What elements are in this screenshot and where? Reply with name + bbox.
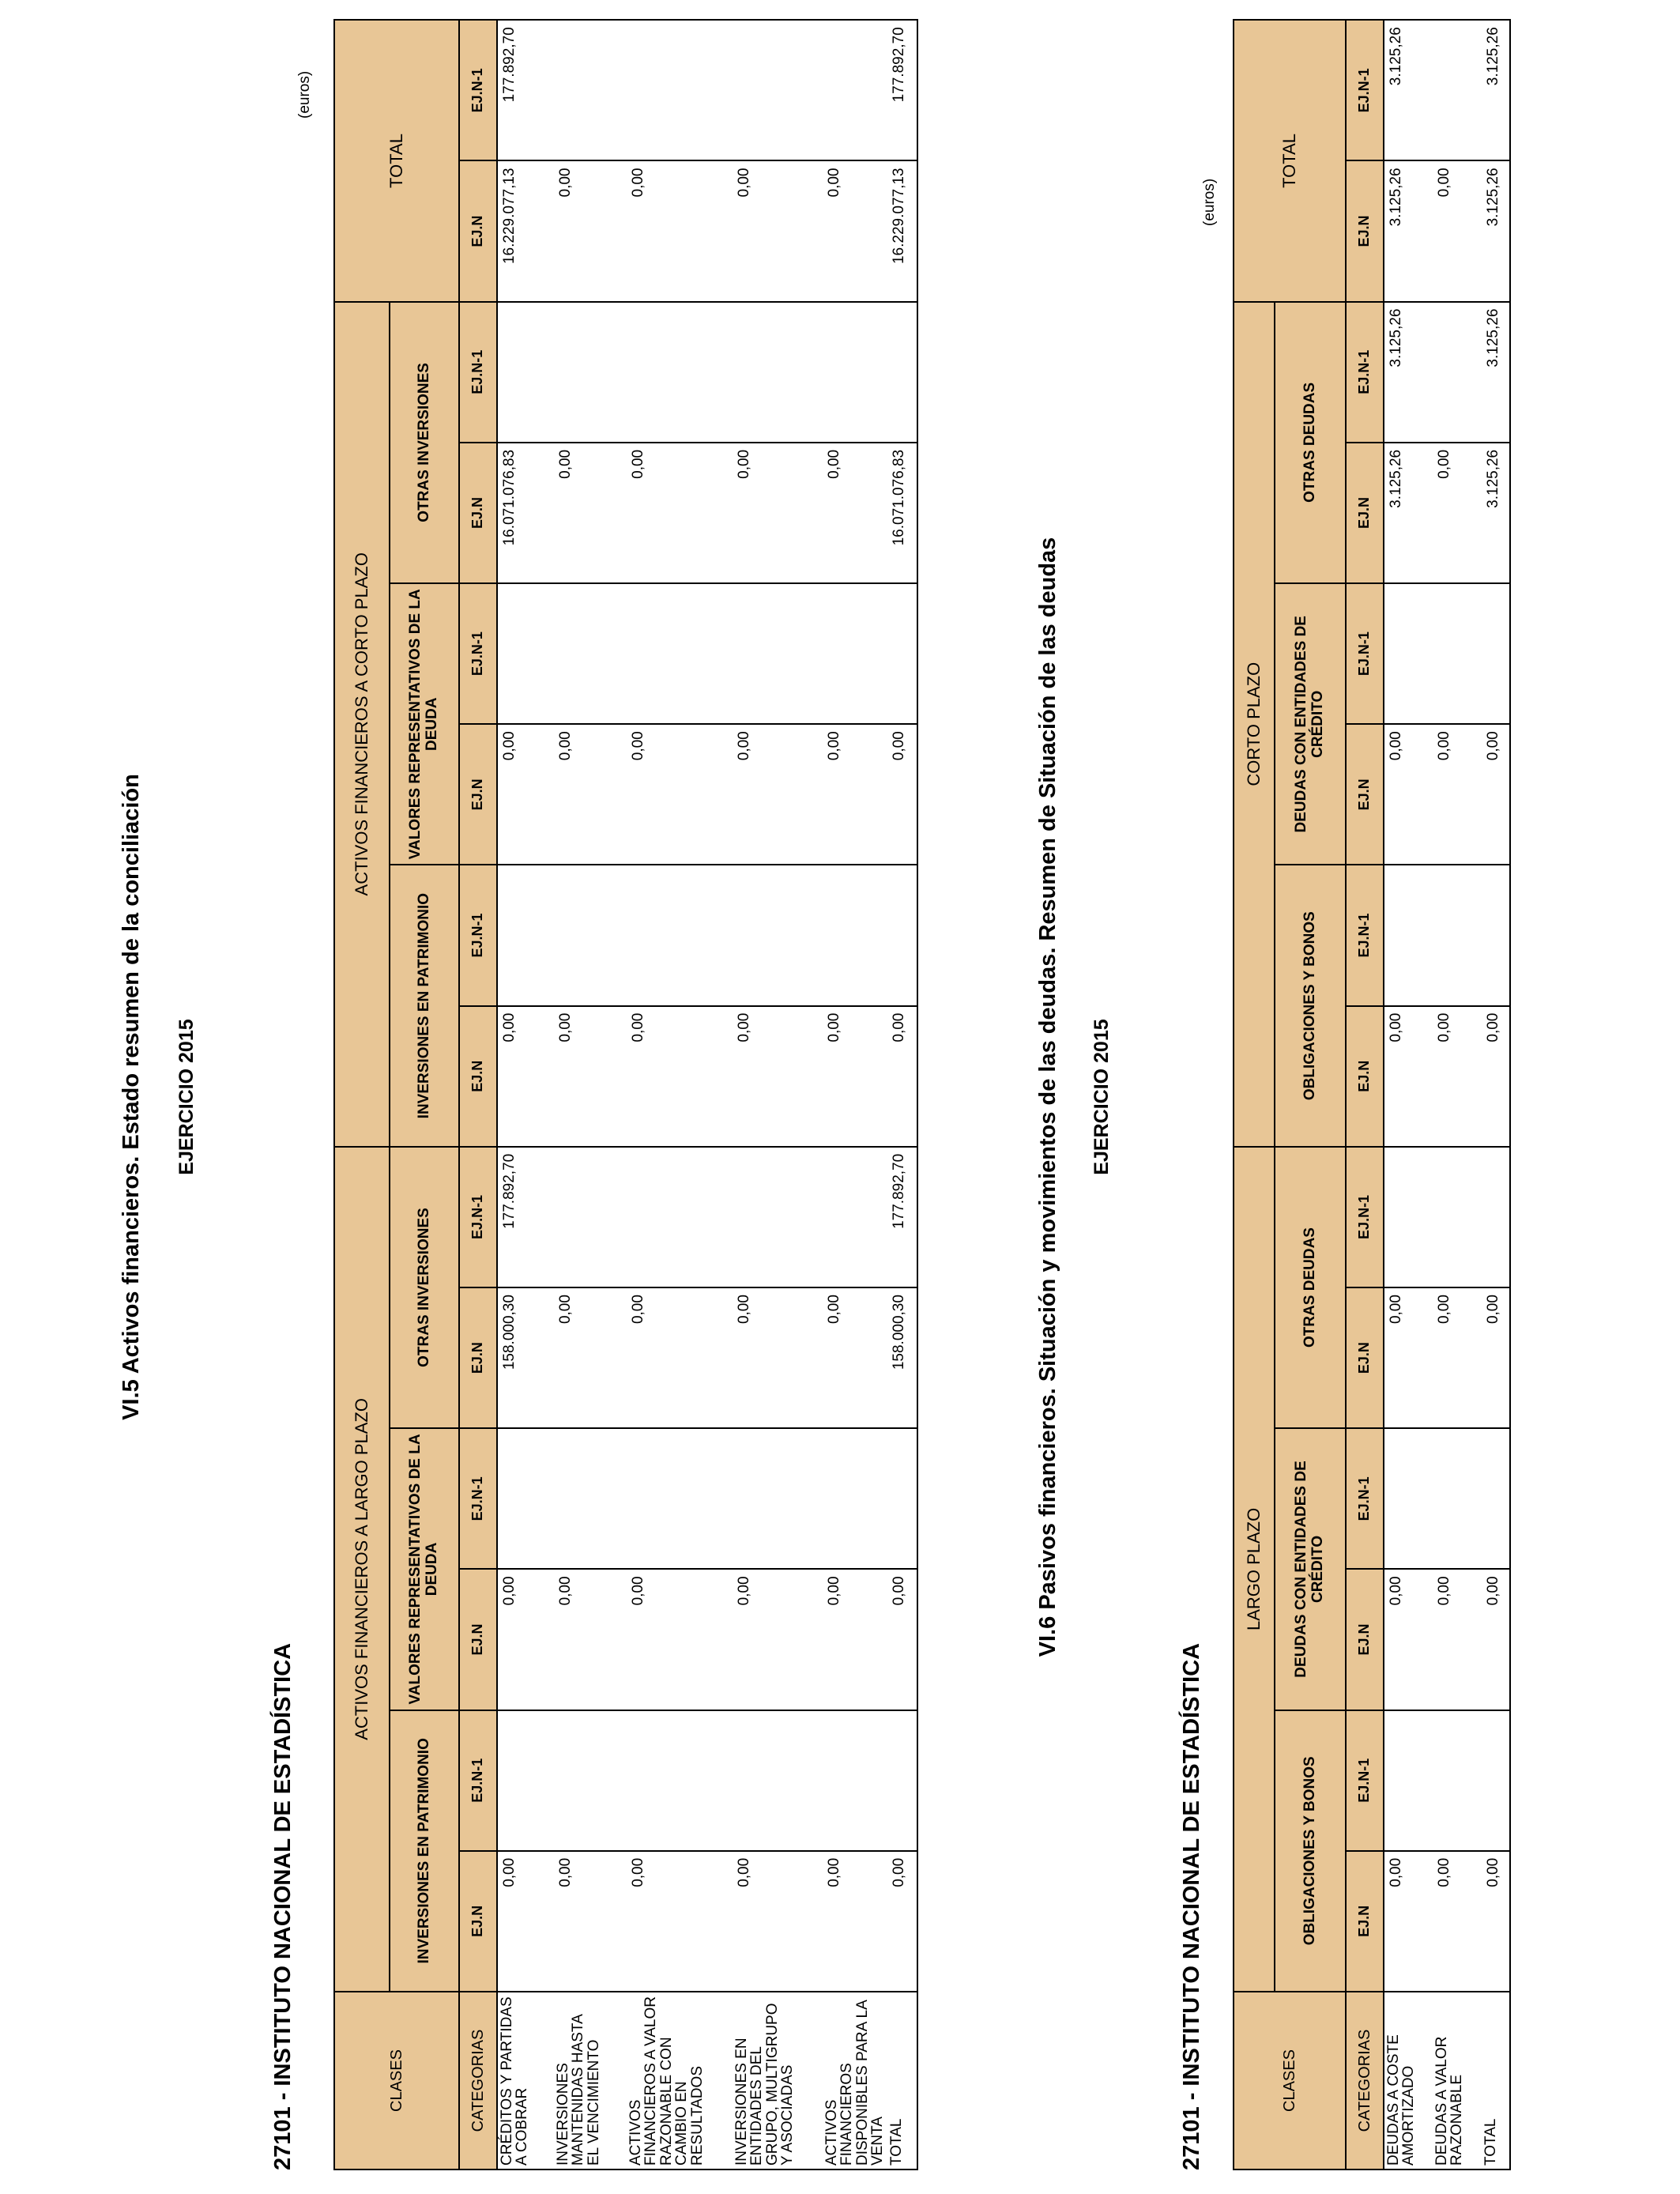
value-cell	[887, 1710, 917, 1851]
ej-n-header: EJ.N	[1346, 724, 1384, 865]
row-label: CRÉDITOS Y PARTIDAS A COBRAR	[497, 1992, 554, 2169]
table-row	[887, 20, 917, 2169]
ej-n1-header: EJ.N-1	[1346, 1147, 1384, 1287]
value-cell: 0,00	[733, 443, 823, 583]
value-cell: 0,00	[554, 724, 627, 865]
categorias-header: CATEGORIAS	[1346, 1992, 1384, 2169]
value-cell: 0,00	[1433, 1006, 1482, 1147]
value-cell: 0,00	[1482, 1006, 1510, 1147]
cp-patrimonio-header: INVERSIONES EN PATRIMONIO	[390, 865, 459, 1146]
table-row	[823, 20, 887, 2169]
value-cell	[887, 583, 917, 724]
value-cell: 0,00	[627, 1851, 733, 1992]
value-cell: 0,00	[733, 1287, 823, 1428]
value-cell: 0,00	[554, 443, 627, 583]
value-cell: 0,00	[823, 1287, 887, 1428]
row-label: TOTAL	[1482, 1992, 1510, 2169]
table-row	[1482, 20, 1510, 2169]
value-cell	[554, 20, 627, 160]
value-cell: 3.125,26	[1482, 302, 1510, 443]
value-cell: 0,00	[887, 1569, 917, 1710]
value-cell: 0,00	[823, 1851, 887, 1992]
value-cell	[627, 1710, 733, 1851]
value-cell: 0,00	[1384, 1287, 1433, 1428]
value-cell: 0,00	[627, 1569, 733, 1710]
value-cell: 0,00	[733, 1006, 823, 1147]
value-cell: 0,00	[823, 1006, 887, 1147]
value-cell	[1433, 865, 1482, 1005]
table-row	[497, 20, 554, 2169]
value-cell	[733, 865, 823, 1005]
table-row	[554, 20, 627, 2169]
value-cell	[1384, 865, 1433, 1005]
value-cell: 0,00	[554, 161, 627, 302]
lp-entidades-header: DEUDAS CON ENTIDADES DE CRÉDITO	[1275, 1428, 1346, 1710]
value-cell	[554, 1710, 627, 1851]
ej-n1-header: EJ.N-1	[1346, 1710, 1384, 1851]
ej-n-header: EJ.N	[1346, 1006, 1384, 1147]
value-cell: 177.892,70	[497, 20, 554, 160]
value-cell: 0,00	[497, 1569, 554, 1710]
value-cell: 0,00	[497, 1006, 554, 1147]
value-cell	[497, 1428, 554, 1569]
assets-table	[333, 19, 918, 2170]
row-label: TOTAL	[887, 1992, 917, 2169]
value-cell: 16.229.077,13	[887, 161, 917, 302]
value-cell	[497, 1710, 554, 1851]
value-cell	[887, 302, 917, 443]
value-cell: 0,00	[733, 724, 823, 865]
ej-n1-header: EJ.N-1	[459, 583, 497, 724]
value-cell: 0,00	[1482, 1851, 1510, 1992]
assets-table-body	[497, 20, 917, 2169]
clases-header: CLASES	[334, 1992, 459, 2169]
value-cell	[733, 583, 823, 724]
value-cell	[733, 1710, 823, 1851]
value-cell: 0,00	[1433, 1851, 1482, 1992]
value-cell	[1482, 1710, 1510, 1851]
row-label: ACTIVOS FINANCIEROS DISPONIBLES PARA LA VENTA	[823, 1992, 887, 2169]
value-cell: 16.071.076,83	[887, 443, 917, 583]
value-cell	[887, 865, 917, 1005]
value-cell: 0,00	[1384, 724, 1433, 865]
ej-n1-header: EJ.N-1	[1346, 1428, 1384, 1569]
section1-organization: 27101 - INSTITUTO NACIONAL DE ESTADÍSTICA	[270, 1642, 296, 2170]
liabilities-table-body	[1384, 20, 1510, 2169]
section2-unit: (euros)	[1201, 178, 1218, 226]
section2-subtitle: EJERCICIO 2015	[1090, 1019, 1113, 1175]
value-cell: 0,00	[733, 161, 823, 302]
ej-n1-header: EJ.N-1	[459, 1428, 497, 1569]
value-cell	[887, 1428, 917, 1569]
value-cell: 0,00	[1433, 1569, 1482, 1710]
value-cell: 3.125,26	[1384, 302, 1433, 443]
value-cell	[627, 583, 733, 724]
value-cell	[823, 302, 887, 443]
section1-title: VI.5 Activos financieros. Estado resumen de la conciliación	[119, 774, 144, 1420]
ej-n-header: EJ.N	[459, 1006, 497, 1147]
value-cell	[1482, 583, 1510, 724]
value-cell: 0,00	[823, 1569, 887, 1710]
ej-n-header: EJ.N	[459, 724, 497, 865]
value-cell	[1433, 302, 1482, 443]
value-cell: 3.125,26	[1482, 20, 1510, 160]
ej-n-header: EJ.N	[1346, 443, 1384, 583]
ej-n-header: EJ.N	[1346, 160, 1384, 301]
cp-otras-header: OTRAS INVERSIONES	[390, 302, 459, 583]
value-cell: 0,00	[887, 1851, 917, 1992]
ej-n-header: EJ.N	[1346, 1287, 1384, 1428]
value-cell: 0,00	[733, 1569, 823, 1710]
cp-entidades-header: DEUDAS CON ENTIDADES DE CRÉDITO	[1275, 583, 1346, 865]
value-cell	[733, 302, 823, 443]
value-cell	[1482, 1428, 1510, 1569]
value-cell	[823, 20, 887, 160]
value-cell	[823, 583, 887, 724]
short-term-header: CORTO PLAZO	[1234, 302, 1275, 1147]
value-cell: 3.125,26	[1482, 160, 1510, 301]
table-row	[1433, 20, 1482, 2169]
section2-title: VI.6 Pasivos financieros. Situación y movimientos de las deudas. Resumen de Situación de las deudas	[1035, 537, 1060, 1657]
value-cell	[554, 865, 627, 1005]
value-cell: 0,00	[554, 1851, 627, 1992]
short-term-header: ACTIVOS FINANCIEROS A CORTO PLAZO	[334, 302, 390, 1147]
value-cell: 0,00	[1482, 724, 1510, 865]
value-cell: 0,00	[1433, 1287, 1482, 1428]
ej-n-header: EJ.N	[459, 443, 497, 583]
value-cell	[627, 20, 733, 160]
total-header: TOTAL	[1234, 20, 1346, 301]
value-cell	[554, 1147, 627, 1287]
value-cell: 0,00	[823, 161, 887, 302]
value-cell	[1433, 1147, 1482, 1287]
value-cell	[497, 302, 554, 443]
cp-otras-header: OTRAS DEUDAS	[1275, 302, 1346, 583]
value-cell	[1482, 1147, 1510, 1287]
value-cell: 3.125,26	[1384, 443, 1433, 583]
value-cell: 177.892,70	[887, 20, 917, 160]
ej-n1-header: EJ.N-1	[459, 302, 497, 443]
value-cell	[733, 1428, 823, 1569]
long-term-header: ACTIVOS FINANCIEROS A LARGO PLAZO	[334, 1147, 390, 1992]
row-label: DEUDAS A VALOR RAZONABLE	[1433, 1992, 1482, 2169]
value-cell	[1433, 1428, 1482, 1569]
section1-unit: (euros)	[296, 70, 313, 119]
cp-valores-header: VALORES REPRESENTATIVOS DE LA DEUDA	[390, 583, 459, 865]
section1-subtitle: EJERCICIO 2015	[175, 1019, 198, 1175]
value-cell: 177.892,70	[497, 1147, 554, 1287]
value-cell: 0,00	[1433, 443, 1482, 583]
value-cell: 0,00	[497, 1851, 554, 1992]
value-cell: 0,00	[823, 724, 887, 865]
ej-n-header: EJ.N	[459, 161, 497, 302]
value-cell	[823, 1710, 887, 1851]
value-cell: 0,00	[554, 1287, 627, 1428]
ej-n-header: EJ.N	[459, 1287, 497, 1428]
value-cell	[1433, 1710, 1482, 1851]
row-label: INVERSIONES MANTENIDAS HASTA EL VENCIMIENTO	[554, 1992, 627, 2169]
value-cell	[1433, 20, 1482, 160]
row-label: DEUDAS A COSTE AMORTIZADO	[1384, 1992, 1433, 2169]
value-cell: 158.000,30	[887, 1287, 917, 1428]
value-cell: 0,00	[1433, 160, 1482, 301]
value-cell: 3.125,26	[1482, 443, 1510, 583]
ej-n1-header: EJ.N-1	[459, 865, 497, 1005]
value-cell	[1384, 1147, 1433, 1287]
value-cell	[733, 20, 823, 160]
ej-n1-header: EJ.N-1	[459, 1710, 497, 1851]
value-cell: 0,00	[1384, 1851, 1433, 1992]
value-cell	[554, 1428, 627, 1569]
value-cell	[823, 865, 887, 1005]
value-cell: 3.125,26	[1384, 20, 1433, 160]
value-cell: 0,00	[887, 724, 917, 865]
section2-organization: 27101 - INSTITUTO NACIONAL DE ESTADÍSTICA	[1179, 1642, 1204, 2170]
value-cell: 0,00	[823, 443, 887, 583]
value-cell: 16.229.077,13	[497, 161, 554, 302]
value-cell	[823, 1147, 887, 1287]
ej-n1-header: EJ.N-1	[1346, 583, 1384, 724]
value-cell	[1384, 583, 1433, 724]
value-cell	[627, 302, 733, 443]
ej-n1-header: EJ.N-1	[1346, 865, 1384, 1005]
row-label: INVERSIONES EN ENTIDADES DEL GRUPO, MULTIGRUPO Y ASOCIADAS	[733, 1992, 823, 2169]
lp-obligaciones-header: OBLIGACIONES Y BONOS	[1275, 1710, 1346, 1992]
ej-n-header: EJ.N	[459, 1569, 497, 1710]
categorias-header: CATEGORIAS	[459, 1992, 497, 2169]
value-cell: 0,00	[627, 161, 733, 302]
value-cell	[1482, 865, 1510, 1005]
long-term-header: LARGO PLAZO	[1234, 1147, 1275, 1992]
value-cell: 16.071.076,83	[497, 443, 554, 583]
value-cell: 0,00	[627, 443, 733, 583]
lp-patrimonio-header: INVERSIONES EN PATRIMONIO	[390, 1710, 459, 1992]
value-cell: 0,00	[1482, 1287, 1510, 1428]
cp-obligaciones-header: OBLIGACIONES Y BONOS	[1275, 865, 1346, 1146]
table-row	[1384, 20, 1433, 2169]
value-cell: 158.000,30	[497, 1287, 554, 1428]
value-cell	[497, 583, 554, 724]
lp-otras-header: OTRAS DEUDAS	[1275, 1147, 1346, 1428]
value-cell	[733, 1147, 823, 1287]
value-cell: 0,00	[627, 1287, 733, 1428]
value-cell: 0,00	[1482, 1569, 1510, 1710]
value-cell	[554, 302, 627, 443]
value-cell	[1433, 583, 1482, 724]
total-header: TOTAL	[334, 20, 459, 301]
value-cell	[554, 583, 627, 724]
value-cell: 0,00	[1384, 1569, 1433, 1710]
value-cell	[627, 865, 733, 1005]
ej-n-header: EJ.N	[459, 1851, 497, 1992]
value-cell: 0,00	[497, 724, 554, 865]
table-row	[627, 20, 733, 2169]
value-cell	[1384, 1710, 1433, 1851]
lp-otras-header: OTRAS INVERSIONES	[390, 1147, 459, 1428]
value-cell: 0,00	[627, 1006, 733, 1147]
value-cell: 177.892,70	[887, 1147, 917, 1287]
ej-n-header: EJ.N	[1346, 1851, 1384, 1992]
value-cell: 0,00	[1433, 724, 1482, 865]
value-cell: 0,00	[887, 1006, 917, 1147]
value-cell	[1384, 1428, 1433, 1569]
clases-header: CLASES	[1234, 1992, 1346, 2169]
value-cell: 3.125,26	[1384, 160, 1433, 301]
value-cell	[627, 1147, 733, 1287]
value-cell: 0,00	[554, 1006, 627, 1147]
ej-n1-header: EJ.N-1	[1346, 20, 1384, 160]
value-cell: 0,00	[554, 1569, 627, 1710]
ej-n-header: EJ.N	[1346, 1569, 1384, 1710]
value-cell	[627, 1428, 733, 1569]
ej-n1-header: EJ.N-1	[459, 1147, 497, 1287]
value-cell	[497, 865, 554, 1005]
value-cell: 0,00	[627, 724, 733, 865]
value-cell	[823, 1428, 887, 1569]
row-label: ACTIVOS FINANCIEROS A VALOR RAZONABLE CON CAMBIO EN RESULTADOS	[627, 1992, 733, 2169]
value-cell: 0,00	[733, 1851, 823, 1992]
ej-n1-header: EJ.N-1	[1346, 302, 1384, 443]
ej-n1-header: EJ.N-1	[459, 20, 497, 160]
value-cell: 0,00	[1384, 1006, 1433, 1147]
liabilities-table	[1233, 19, 1511, 2170]
lp-valores-header: VALORES REPRESENTATIVOS DE LA DEUDA	[390, 1428, 459, 1710]
table-row	[733, 20, 823, 2169]
